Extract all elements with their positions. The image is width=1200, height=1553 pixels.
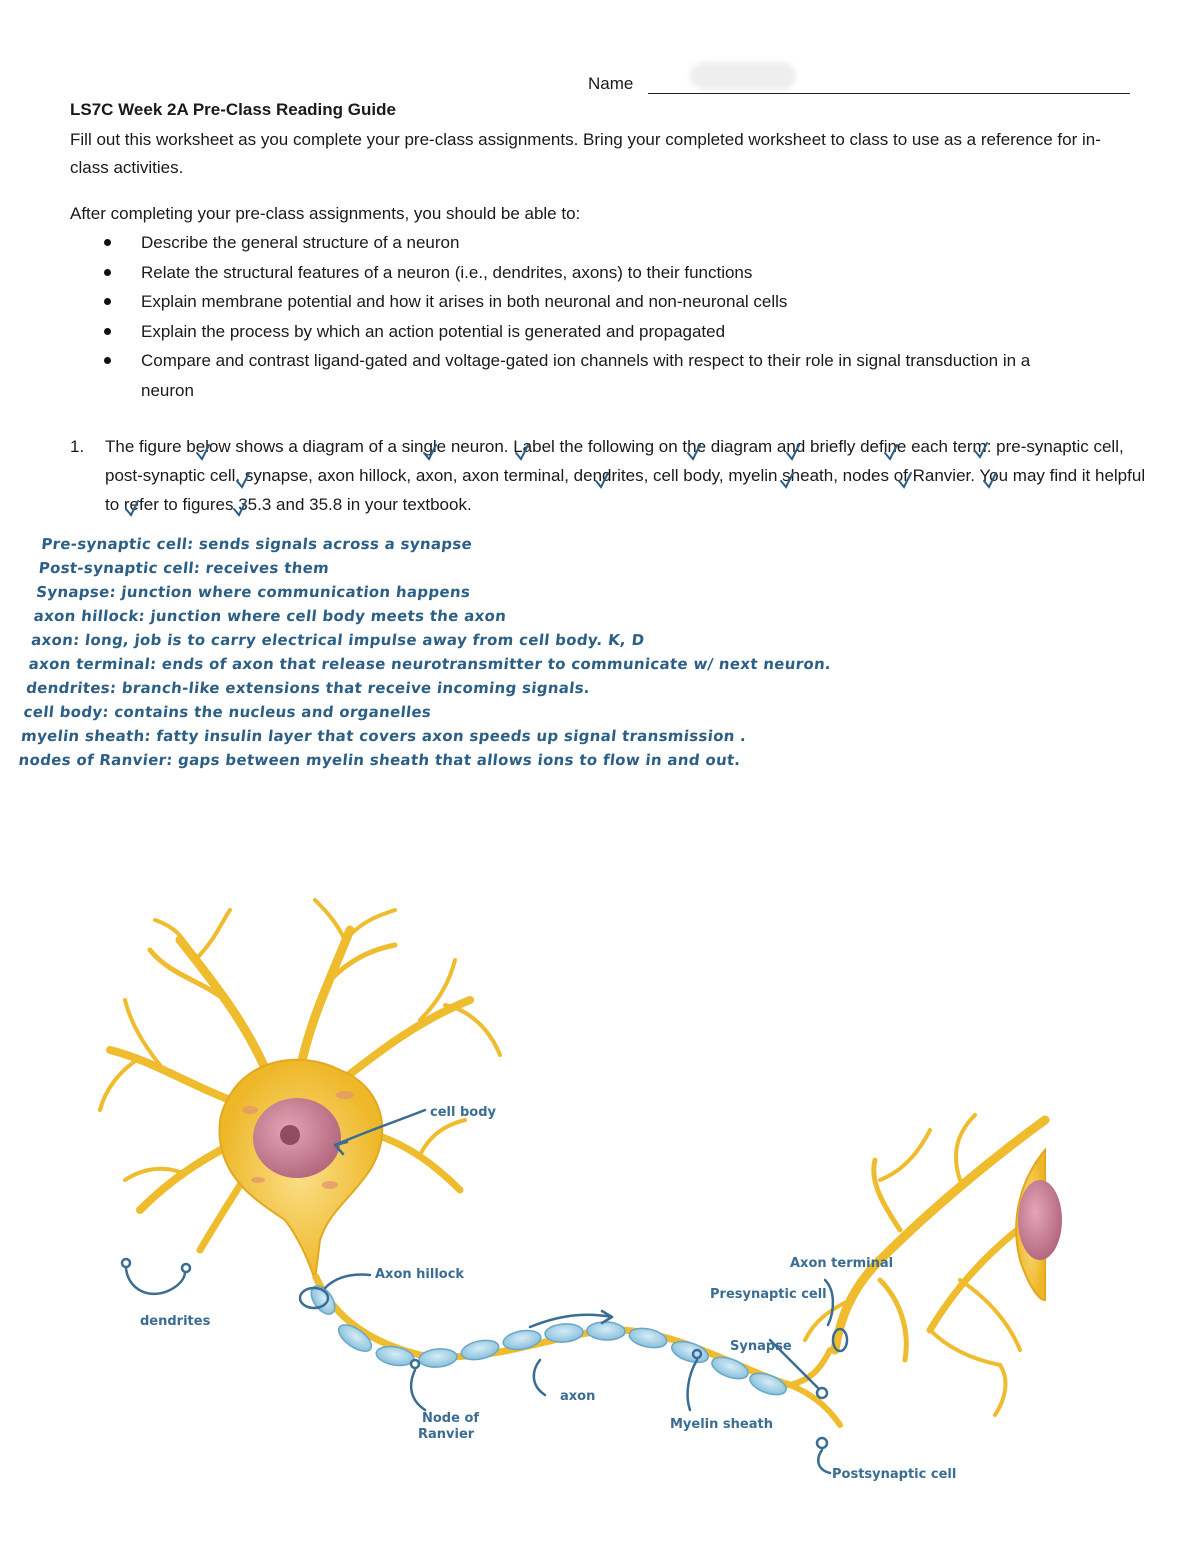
- bullet-icon: [104, 328, 111, 335]
- objectives-list: [70, 228, 1070, 405]
- handwritten-answers: [17, 532, 845, 772]
- answer-axon-terminal: axon terminal: ends of axon that release neurotransmitter to communicate w/ next neuron.: [27, 655, 833, 673]
- label-node-of-ranvier-1: Node of: [422, 1411, 480, 1426]
- label-axon-terminal: Axon terminal: [790, 1256, 894, 1271]
- bullet-icon: [104, 357, 111, 364]
- answer-synapse: Synapse: junction where communication happens: [35, 583, 472, 601]
- label-cell-body: cell body: [430, 1105, 496, 1120]
- objective-item: Describe the general structure of a neuron: [70, 228, 1070, 258]
- label-postsynaptic-cell: Postsynaptic cell: [832, 1467, 957, 1482]
- label-axon-hillock: Axon hillock: [375, 1267, 465, 1282]
- bullet-icon: [104, 298, 111, 305]
- answer-nodes-of-ranvier: nodes of Ranvier: gaps between myelin sheath that allows ions to flow in and out.: [17, 751, 742, 769]
- label-presynaptic-cell: Presynaptic cell: [710, 1287, 827, 1302]
- answer-dendrites: dendrites: branch-like extensions that receive incoming signals.: [25, 679, 591, 697]
- nucleolus-shape: [280, 1125, 300, 1145]
- answer-axon: axon: long, job is to carry electrical impulse away from cell body. K, D: [30, 631, 646, 649]
- answer-postsynaptic: Post-synaptic cell: receives them: [37, 559, 331, 577]
- question-text: The figure below shows a diagram of a single neuron. Label the following on the diagram and briefly define each term: pre-synaptic cell, post-synaptic cell, synapse, axon hillock, axon, axon terminal, dendrites, cell body, myelin sheath, nodes of Ranvier. You may find it helpful to refer to figures 35.3 and 35.8 in your textbook.: [105, 437, 1146, 514]
- objective-item: Explain the process by which an action potential is generated and propagated: [70, 317, 1070, 347]
- label-node-of-ranvier-2: Ranvier: [418, 1427, 475, 1442]
- intro-paragraph: Fill out this worksheet as you complete your pre-class assignments. Bring your completed worksheet to class to use as a reference for in-class activities.: [70, 130, 1101, 177]
- objective-item: Compare and contrast ligand-gated and voltage-gated ion channels with respect to their role in signal transduction in a neuron: [70, 346, 1070, 405]
- redacted-name-smudge: [690, 62, 796, 90]
- answer-cell-body: cell body: contains the nucleus and organelles: [22, 703, 433, 721]
- objectives-lead: After completing your pre-class assignments, you should be able to:: [70, 204, 581, 223]
- answer-axon-hillock: axon hillock: junction where cell body meets the axon: [32, 607, 508, 625]
- label-axon: axon: [560, 1389, 596, 1404]
- check-marks: [0, 425, 1200, 525]
- label-dendrites: dendrites: [140, 1314, 211, 1329]
- question-number: 1.: [70, 437, 85, 456]
- objective-item: Explain membrane potential and how it arises in both neuronal and non-neuronal cells: [70, 287, 1070, 317]
- label-synapse: Synapse: [730, 1339, 792, 1354]
- answer-presynaptic: Pre-synaptic cell: sends signals across a synapse: [40, 535, 474, 553]
- objective-item: Relate the structural features of a neuron (i.e., dendrites, axons) to their functions: [70, 258, 1070, 288]
- bullet-icon: [104, 269, 111, 276]
- neuron-diagram: [0, 880, 1200, 1520]
- postsynaptic-nucleus: [1018, 1180, 1062, 1260]
- answer-myelin-sheath: myelin sheath: fatty insulin layer that covers axon speeds up signal transmission .: [20, 727, 748, 745]
- name-field-line: [648, 93, 1130, 94]
- name-label: Name: [588, 74, 634, 93]
- worksheet-title: LS7C Week 2A Pre-Class Reading Guide: [70, 100, 396, 119]
- bullet-icon: [104, 239, 111, 246]
- label-myelin-sheath: Myelin sheath: [670, 1417, 773, 1432]
